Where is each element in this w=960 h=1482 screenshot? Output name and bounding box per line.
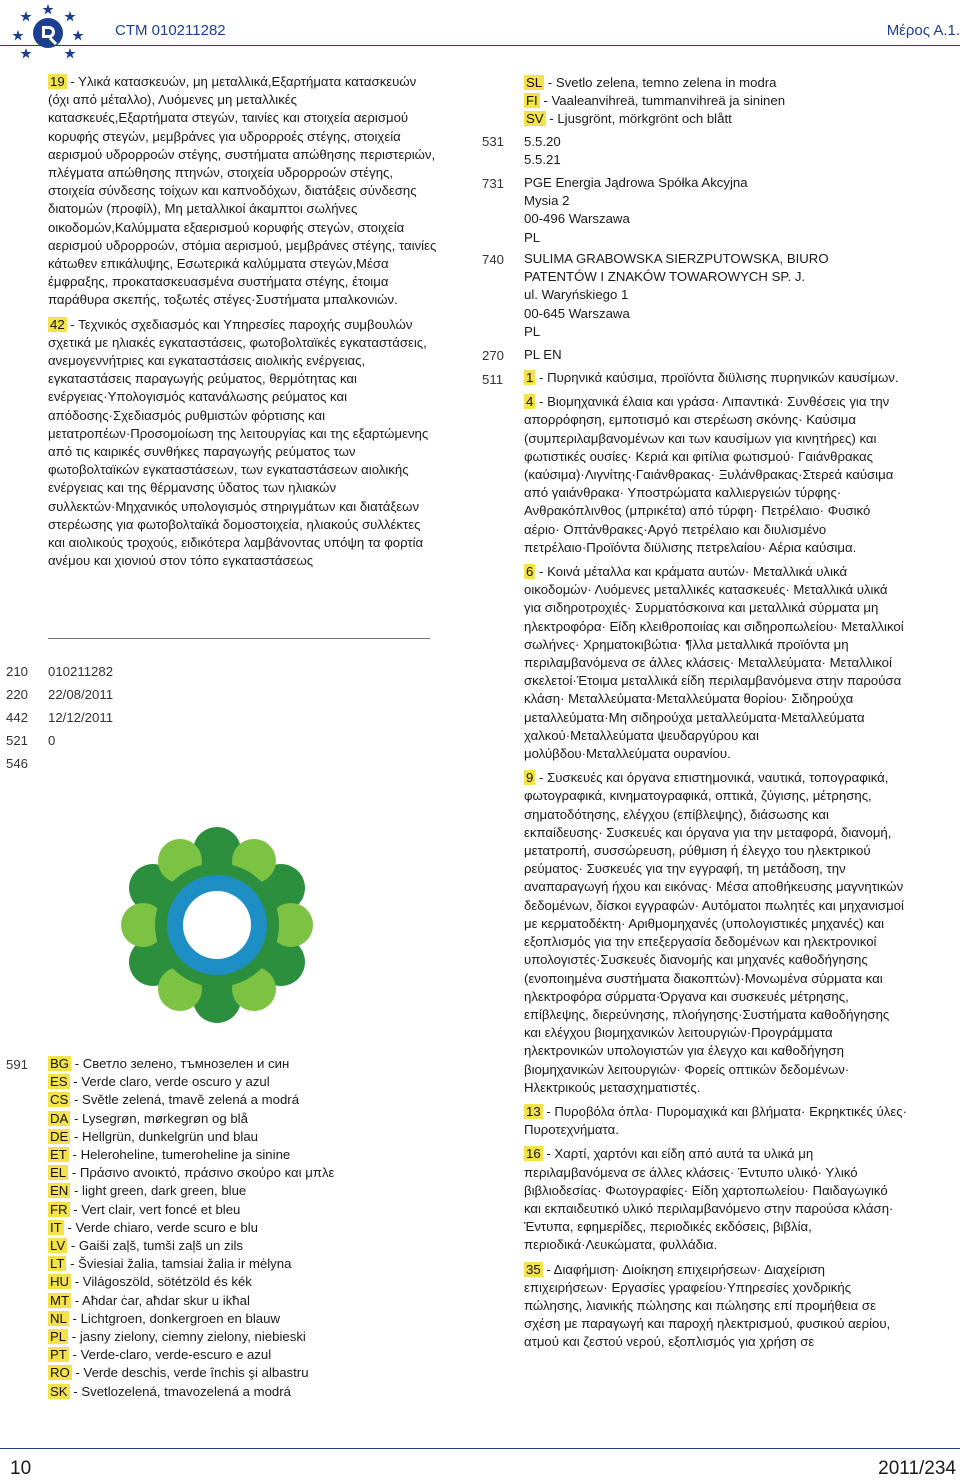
colour-line [48,1110,438,1128]
vienna-code: 5.5.20 [524,134,561,149]
field-code-546: 546 [6,756,29,771]
class-number: 35 [526,1261,541,1277]
lang-code: LT [50,1256,65,1272]
lang-code: BG [50,1056,70,1071]
colour-line [48,1128,438,1146]
lang-code: ET [50,1147,67,1163]
colour-line [48,1182,438,1200]
owner-country: PL [524,229,541,245]
lang-code: CS [50,1092,69,1108]
goods-text: - Χαρτί, χαρτόνι και είδη από αυτά τα υλικά μη περιλαμβανόμενα σε άλλες κλάσεις· Έντυπο υλικό· Υλικό βιβλιοδεσίας· Φωτογραφίες· Είδη χαρτοπωλείου· Παιδαγωγικό και εκπαιδευτικό υλικό περιλαμβανόμενο στην παρούσα κλάση· Έντυπα, εφημερίδες, περιοδικές εκδόσεις, βιβλία, περιοδικά·Λευκώματα, φυλλάδια. [524,1146,894,1253]
goods-entry [524,769,908,1097]
colour-line [48,1164,438,1182]
colour-text: - Svetlo zelena, temno zelena in modra [544,75,777,90]
lang-code: PL [50,1329,67,1345]
colour-text: - Vert clair, vert foncé et bleu [69,1201,241,1217]
goods-text: - Συσκευές και όργανα επιστημονικά, ναυτικά, τοπογραφικά, φωτογραφικά, κινηματογραφικά, οπτικά, ζύγισης, μέτρησης, σηματοδότησης, ελέγχου (επίβλεψης), διάσωσης και εκπαίδευσης· Συσκευές και όργανα για την μεταφορά, διανομή, μετατροπή, συσσώρευση, ρύθμιση ή έλεγχο του ηλεκτρικού ρεύματος· Συσκευές για την εγγραφή, τη μετάδοση, την αναπαραγωγή ήχου και εικόνας· Μέσα αποθήκευσης μαγνητικών δεδομένων, δίσκοι εγγραφών· Αυτόματοι πωλητές και μηχανισμοί με κερματοδέκτη· Αριθμομηχανές (υπολογιστικές μηχανές) και εξοπλισμός για την επεξεργασία δεδομένων και ηλεκτρονικοί υπολογιστές·Συσκευές διανομής και μηχανές καθοδήγησης (ενοποιημένα συστήματα διακοπτών)·Μονωμένα σύρματα και ηλεκτροφόρα σύρματα·Όργανα και συσκευές μέτρησης, επίβλεψης, διερεύνησης, πλοήγησης·Συστήματα καθοδήγησης και ελέγχου βιομηχανικών λειτουργιών·Προγράμματα ηλεκτρονικών υπολογιστών για έλεγχο και καθοδήγηση βιομηχανικών λειτουργιών· Φορείς οπτικών δεδομένων· Ηλεκτρικούς μετασχηματιστές. [524,770,904,1095]
colour-text: - Světle zelená, tmavě zelená a modrá [70,1092,300,1108]
colour-text: - Aħdar ċar, aħdar skur u ikħal [71,1292,250,1308]
field-code-591: 591 [6,1057,29,1072]
lang-code: DE [50,1128,69,1144]
field-value-731 [524,174,944,247]
footer-rule [0,1448,960,1449]
field-code-731: 731 [482,176,505,191]
colour-text: - Világoszöld, sötétzöld és kék [71,1274,252,1290]
colour-text: - Verde chiaro, verde scuro e blu [63,1219,258,1235]
colour-text: - light green, dark green, blue [70,1183,247,1199]
class-number: 1 [526,370,534,385]
colour-line [48,1201,438,1219]
goods-entry [524,393,908,557]
field-code-740: 740 [482,252,505,267]
lang-code: FI [526,93,538,109]
colour-text: - Lichtgroen, donkergroen en blauw [68,1310,280,1326]
colour-text: - Svetlozelená, tmavozelená a modrá [69,1383,291,1399]
lang-code: EL [50,1165,67,1181]
lang-code: IT [50,1219,62,1235]
lang-code: EN [50,1183,69,1199]
class-number: 19 [50,74,65,89]
lang-code: SV [526,111,544,127]
lang-code: RO [50,1365,70,1381]
colour-line [48,1219,438,1237]
field-code-521: 521 [6,733,29,748]
colour-text: - Lysegrøn, mørkegrøn og blå [70,1110,248,1126]
field-value-270: PL EN [524,347,562,362]
field-code-511: 511 [482,372,504,387]
colour-line [48,1237,438,1255]
representative-city: 00-645 Warszawa [524,305,630,321]
representative-name: SULIMA GRABOWSKA SIERZPUTOWSKA, BIURO PATENTÓW I ZNAKÓW TOWAROWYCH SP. J. [524,251,829,285]
colour-line [48,1073,438,1091]
goods-entry [48,316,438,571]
colour-line [48,1055,438,1073]
colour-line [524,92,944,110]
field-code-220: 220 [6,687,29,702]
goods-text: - Βιομηχανικά έλαια και γράσα· Λιπαντικά· Συνθέσεις για την απορρόφηση, εμποτισμό και στερέωση σκόνης· Καύσιμα (συμπεριλαμβανομένων και των καυσίμων για κινητήρες) και φωτιστικές ουσίες· Κεριά και φιτίλια φωτισμού· Γαιάνθρακας (καύσιμα)·Λιγνίτης·Γαιάνθρακας· Ξυλάνθρακας·Στερεά καύσιμα από γαιάνθρακα· Υποστρώματα καλλιεργειών τύρφης· Ανθρακόπλινθος (μπρικέτα) από τύρφη· Πετρέλαιο· Φυσικό αέριο· Οπτάνθρακες·Αργό πετρέλαιο και διυλισμένο πετρέλαιο·Προϊόντα διϋλισης πετρελαίου· Αέρια καύσιμα. [524,394,894,555]
owner-name: PGE Energia Jądrowa Spółka Akcyjna [524,175,748,190]
colour-text: - Šviesiai žalia, tamsiai žalia ir mėlyna [66,1256,292,1272]
goods-entry [524,1145,908,1254]
lang-code: PT [50,1347,67,1363]
colour-line [48,1255,438,1273]
owner-street: Mysia 2 [524,193,570,209]
section-rule [48,638,430,639]
goods-text: - Πυροβόλα όπλα· Πυρομαχικά και βλήματα· Εκρηκτικές ύλες· Πυροτεχνήματα. [524,1103,907,1138]
goods-entry [524,1261,908,1352]
class-number: 16 [526,1146,541,1162]
lang-code: DA [50,1110,69,1126]
colour-line [524,110,944,128]
colour-claims [48,1055,438,1401]
goods-entry [524,563,908,763]
field-value-740 [524,250,894,341]
colour-line [48,1091,438,1109]
class-number: 6 [526,564,534,580]
colour-claims-continued [524,74,944,129]
colour-text: - Verde deschis, verde închis şi albastru [71,1365,309,1381]
lang-code: MT [50,1292,70,1308]
goods-text: - Πυρηνικά καύσιμα, προϊόντα διϋλισης πυρηνικών καυσίμων. [535,370,899,385]
page-number: 10 [10,1458,32,1479]
owner-city: 00-496 Warszawa [524,211,630,227]
colour-text: - Gaiši zaļš, tumši zaļš un zils [67,1238,244,1254]
colour-text: - Vaaleanvihreä, tummanvihreä ja sininen [539,93,786,109]
class-number: 13 [526,1103,541,1119]
lang-code: HU [50,1274,70,1290]
colour-line [48,1346,438,1364]
colour-line [48,1383,438,1401]
colour-line [524,74,944,92]
class-number: 9 [526,770,534,786]
document-code: CTM 010211282 [115,22,226,39]
vienna-code: 5.5.21 [524,152,561,168]
field-value-521: 0 [48,733,56,748]
lang-code: SL [526,75,543,90]
colour-text: - Verde claro, verde oscuro y azul [69,1074,270,1090]
colour-text: - Πράσινο ανοικτό, πράσινο σκούρο και μπλε [68,1165,335,1181]
left-goods-list [48,73,438,576]
lang-code: FR [50,1201,68,1217]
goods-text: - Κοινά μέταλλα και κράματα αυτών· Μεταλλικά υλικά οικοδομών· Λυόμενες μεταλλικές κατασκευές· Μεταλλικά υλικά για σιδηροτροχιές· Συρματόσκοινα και μεταλλικά σύρματα μη ηλεκτροφόρα· Είδη κλειθροποιίας και σιδηροπωλείου· Μεταλλικοί σωλήνες· Χρηματοκιβώτια· ¶λλα μεταλλικά προϊόντα μη περιλαμβανόμενα σε άλλες κλάσεις· Μεταλλεύματα· Μεταλλικοί σκελετοί·Έτοιμα μεταλλικά είδη περιλαμβανόμενα στην παρούσα κλάση· Μεταλλεύματα·Μεταλλεύματα θορίου· Σιδηρούχα μεταλλεύματα·Μη σιδηρούχα μεταλλεύματα·Μεταλλεύματα χαλκού·Μεταλλεύματα ψευδαργύρου και μολύβδου·Μεταλλεύματα ουρανίου. [524,564,904,762]
field-code-531: 531 [482,134,505,149]
field-value-531 [524,133,561,169]
representative-street: ul. Waryńskiego 1 [524,287,629,303]
class-number: 42 [50,316,65,332]
colour-text: - Hellgrün, dunkelgrün und blau [70,1128,259,1144]
lang-code: ES [50,1074,68,1090]
bulletin-issue: 2011/234 [878,1458,956,1479]
field-code-442: 442 [6,710,29,725]
colour-line [48,1328,438,1346]
euipo-logo [0,0,96,62]
colour-text: - Светло зелено, тъмнозелен и син [71,1056,290,1071]
colour-text: - Ljusgrönt, mörkgrönt och blått [545,111,732,127]
goods-entry [524,369,908,387]
field-code-270: 270 [482,348,505,363]
colour-text: - Heleroheline, tumeroheline ja sinine [68,1147,291,1163]
lang-code: LV [50,1238,66,1254]
lang-code: NL [50,1310,67,1326]
right-goods-list [524,369,908,1358]
field-value-442: 12/12/2011 [48,710,114,725]
colour-line [48,1364,438,1382]
colour-line [48,1146,438,1164]
part-label: Μέρος Α.1. [886,22,960,39]
colour-line [48,1273,438,1291]
header-rule [0,45,960,46]
field-value-210: 010211282 [48,664,114,679]
colour-line [48,1292,438,1310]
representative-country: PL [524,323,541,339]
class-number: 4 [526,394,534,410]
lang-code: SK [50,1383,68,1399]
colour-text: - jasny zielony, ciemny zielony, niebieski [68,1329,306,1345]
colour-line [48,1310,438,1328]
trademark-figurative-mark [112,820,322,1030]
field-code-210: 210 [6,664,29,679]
goods-text: - Υλικά κατασκευών, μη μεταλλικά,Εξαρτήματα κατασκευών (όχι από μέταλλο), Λυόμενες μη μεταλλικές κατασκευές,Εξαρτήματα στεγών, ταινίες και στοιχεία αερισμού κορυφής στεγών, μεμβράνες για υδρορροές στέγης, στοιχεία αερισμού υδρορροών στέγης, συστήματα απώθησης περιστεριών, πλέγματα απώθησης πτηνών, στοιχεία υδρορροών στέγης, στοιχεία σύνδεσης τοίχων και καπνοδόχων, διατάξεις σύνδεσης διατομών (προφίλ), Μη μεταλλικοί άκαμπτοι σωλήνες οικοδομών,Καλύμματα εξαερισμού κορυφής στεγών, στοιχεία αερισμού υδρορροών, στόμια αερισμού, μεμβράνες στέγης, ταινίες κάτωθεν επικάλυψης, Εσωτερικά καλύμματα στεγών,Μέσα έμφραξης, προκατασκευασμένα συστήματα στέγης, έτοιμα παράθυρα σκεπής, τοξωτές στέγες·Συστήματα μπαλκονιών. [48,74,437,308]
field-value-220: 22/08/2011 [48,687,114,702]
goods-entry [48,73,438,310]
goods-text: - Διαφήμιση· Διοίκηση επιχειρήσεων· Διαχείριση επιχειρήσεων· Εργασίες γραφείου·Υπηρεσίες χονδρικής πώλησης, λιανικής πώλησης και πώλησης επί προμήθεια σε σχέση με παραγωγή και παροχή ηλεκτρισμού, φυσικού αερίου, ατμού και ζεστού νερού, εξοπλισμός για χρήση σε [524,1261,891,1350]
goods-entry [524,1103,908,1139]
goods-text: - Τεχνικός σχεδιασμός και Υπηρεσίες παροχής συμβουλών σχετικά με ηλιακές εγκαταστάσεις, φωτοβολταϊκές εγκαταστάσεις, ανεμογεννήτριες και εγκαταστάσεις αιολικής ενέργειας, εγκαταστάσεις παραγωγής ρεύματος, θερμότητας και ενέργειας·Υπολογισμός κατανάλωσης ρεύματος και απόδοσης·Σχεδιασμός ρυθμιστών φόρτισης και μετατροπέων·Προσομοίωση της λειτουργίας και της εξαρτώμενης από τις καιρικές συνθήκες παραγωγής ρεύματος των φωτοβολταϊκών εγκαταστάσεων, των εγκαταστάσεων αιολικής ενέργειας και της θέρμανσης ύδατος των ηλιακών συλλεκτών·Μηχανικός υπολογισμός στηριγμάτων και διατάξεων στερέωσης για φωτοβολταϊκά δομοστοιχεία, ηλιακούς συλλέκτες και αιολικούς τροχούς, ειδικότερα λαμβάνοντας υπόψη τα φορτία ανέμου και χιονιού στον τόπο εγκαταστάσεως [48,316,429,569]
colour-text: - Verde-claro, verde-escuro e azul [68,1347,272,1363]
